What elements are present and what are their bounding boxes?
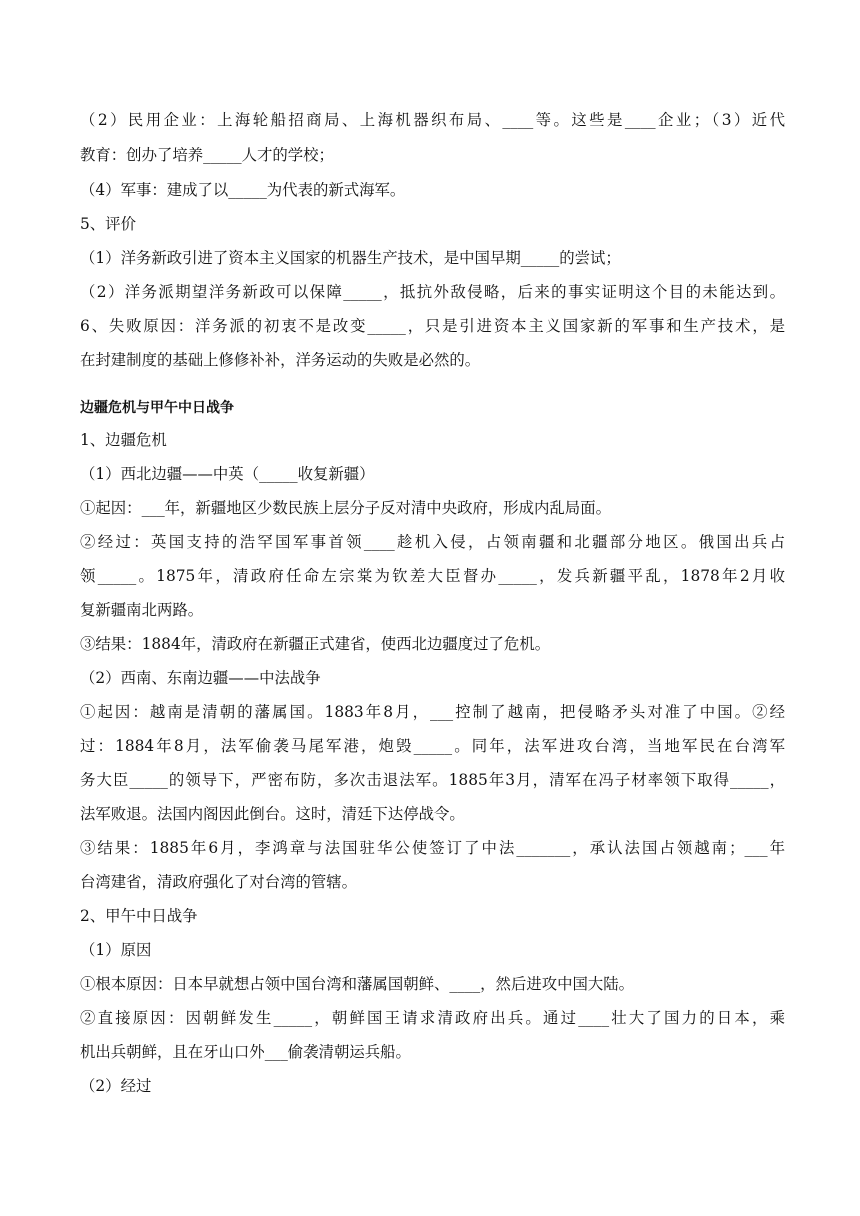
text-line: 6、失败原因：洋务派的初衷不是改变_____，只是引进资本主义国家新的军事和生产技术，是 bbox=[80, 317, 785, 335]
section-heading: 5、评价 bbox=[80, 215, 136, 233]
text-line: （4）军事：建成了以_____为代表的新式海军。 bbox=[80, 181, 406, 199]
text-line: （2）民用企业：上海轮船招商局、上海机器织布局、____等。这些是____企业；（3）近代 bbox=[80, 111, 785, 129]
topic-heading: 边疆危机与甲午中日战争 bbox=[80, 400, 234, 416]
text-line: 在封建制度的基础上修修补补，洋务运动的失败是必然的。 bbox=[80, 351, 481, 369]
section-heading: 2、甲午中日战争 bbox=[80, 907, 198, 925]
text-line: ②直接原因：因朝鲜发生_____，朝鲜国王请求清政府出兵。通过____壮大了国力的日本，乘 bbox=[80, 1009, 785, 1027]
text-line: （2）西南、东南边疆——中法战争 bbox=[80, 669, 321, 687]
text-line: ①起因：越南是清朝的藩属国。1883年8月，___控制了越南，把侵略矛头对准了中国。②经 bbox=[80, 703, 785, 721]
text-line: 教育：创办了培养_____人才的学校； bbox=[80, 146, 334, 164]
text-line: （1）原因 bbox=[80, 941, 152, 959]
text-line: 领_____。1875年，清政府任命左宗棠为钦差大臣督办_____，发兵新疆平乱，1878年2月收 bbox=[80, 567, 785, 585]
text-line: 法军败退。法国内阁因此倒台。这时，清廷下达停战令。 bbox=[80, 805, 465, 823]
text-line: （2）经过 bbox=[80, 1077, 152, 1095]
text-line: 过：1884年8月，法军偷袭马尾军港，炮毁_____。同年，法军进攻台湾，当地军民在台湾军 bbox=[80, 737, 785, 755]
text-line: 台湾建省，清政府强化了对台湾的管辖。 bbox=[80, 873, 358, 891]
text-line: ②经过：英国支持的浩罕国军事首领____趁机入侵，占领南疆和北疆部分地区。俄国出兵占 bbox=[80, 533, 785, 551]
text-line: 务大臣_____的领导下，严密布防，多次击退法军。1885年3月，清军在冯子材率领下取得_____， bbox=[80, 771, 785, 789]
text-line: ③结果：1884年，清政府在新疆正式建省，使西北边疆度过了危机。 bbox=[80, 635, 551, 653]
text-line: （1）洋务新政引进了资本主义国家的机器生产技术，是中国早期_____的尝试； bbox=[80, 249, 621, 267]
text-line: （1）西北边疆——中英（_____收复新疆） bbox=[80, 465, 375, 483]
text-line: 复新疆南北两路。 bbox=[80, 601, 204, 619]
section-heading: 1、边疆危机 bbox=[80, 431, 167, 449]
text-line: ③结果：1885年6月，李鸿章与法国驻华公使签订了中法_______，承认法国占领越南；___年 bbox=[80, 839, 785, 857]
text-line: ①根本原因：日本早就想占领中国台湾和藩属国朝鲜、____，然后进攻中国大陆。 bbox=[80, 975, 635, 993]
text-line: ①起因：___年，新疆地区少数民族上层分子反对清中央政府，形成内乱局面。 bbox=[80, 499, 611, 517]
text-line: （2）洋务派期望洋务新政可以保障_____，抵抗外敌侵略，后来的事实证明这个目的未能达到。 bbox=[80, 283, 785, 301]
text-line: 机出兵朝鲜，且在牙山口外___偷袭清朝运兵船。 bbox=[80, 1043, 411, 1061]
